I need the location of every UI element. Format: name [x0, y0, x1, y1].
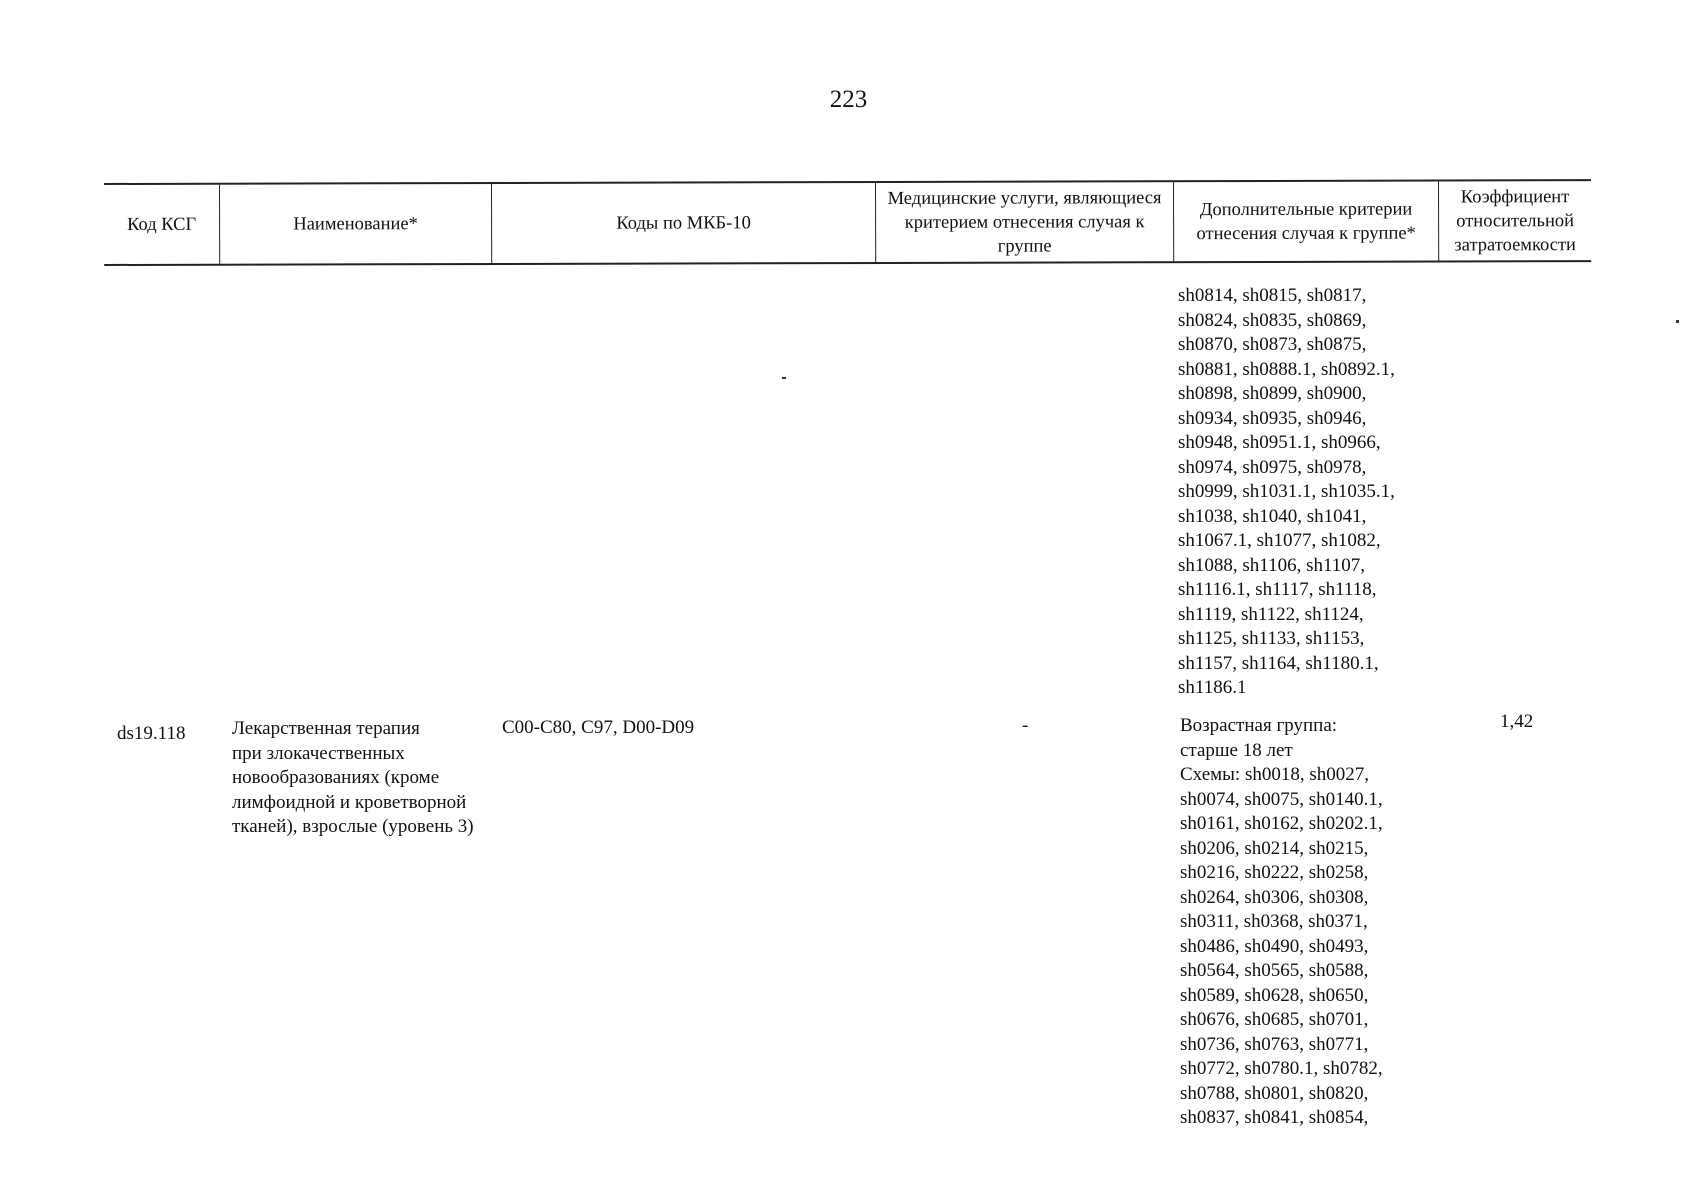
header-additional-criteria: Дополнительные критерии отнесения случая к группе* — [1173, 182, 1438, 262]
table-row-criteria: Возрастная группа: старше 18 лет Схемы: sh0018, sh0027, sh0074, sh0075, sh0140.1, sh0161, sh0162, sh0202.1, sh0206, sh0214, sh0215, sh0216, sh0222, sh0258, sh0264, sh0306, sh0308, sh0311, sh0368, sh0371, sh0486, sh0490, sh0493, sh0564, sh0565, sh0588, sh0589, sh0628, sh0650, sh0676, sh0685, sh0701, sh0736, sh0763, sh0771, sh0772, sh0780.1, sh0782, sh0788, sh0801, sh0820, sh0837, sh0841, sh0854, — [1180, 715, 1383, 1128]
table-row-coefficient: 1,42 — [1500, 711, 1534, 732]
header-mkb-codes: Коды по МКБ-10 — [491, 183, 875, 263]
header-coefficient: Коэффициент относительной затратоемкости — [1438, 181, 1591, 260]
table-row-mkb-codes: C00-C80, C97, D00-D09 — [502, 717, 695, 738]
table-header — [104, 179, 1591, 266]
header-name: Наименование* — [219, 184, 491, 264]
scan-speck — [782, 377, 786, 379]
page-number: 223 — [829, 86, 868, 113]
header-ksg-code: Код КСГ — [127, 214, 197, 235]
table-row-name: Лекарственная терапия при злокачественных новообразованиях (кроме лимфоидной и кроветворной тканей), взрослые (уровень 3) — [232, 718, 474, 837]
continued-criteria-cell: sh0814, sh0815, sh0817, sh0824, sh0835, sh0869, sh0870, sh0873, sh0875, sh0881, sh0888.1, sh0892.1, sh0898, sh0899, sh0900, sh0934, sh0935, sh0946, sh0948, sh0951.1, sh0966, sh0974, sh0975, sh0978, sh0999, sh1031.1, sh1035.1, sh1038, sh1040, sh1041, sh1067.1, sh1077, sh1082, sh1088, sh1106, sh1107, sh1116.1, sh1117, sh1118, sh1119, sh1122, sh1124, sh1125, sh1133, sh1153, sh1157, sh1164, sh1180.1, sh1186.1 — [1178, 285, 1395, 698]
scan-speck — [1676, 320, 1679, 323]
table-row-code: ds19.118 — [117, 723, 186, 744]
header-medical-services: Медицинские услуги, являющиеся критерием отнесения случая к группе — [875, 182, 1173, 262]
table-row-services: - — [1022, 715, 1029, 736]
